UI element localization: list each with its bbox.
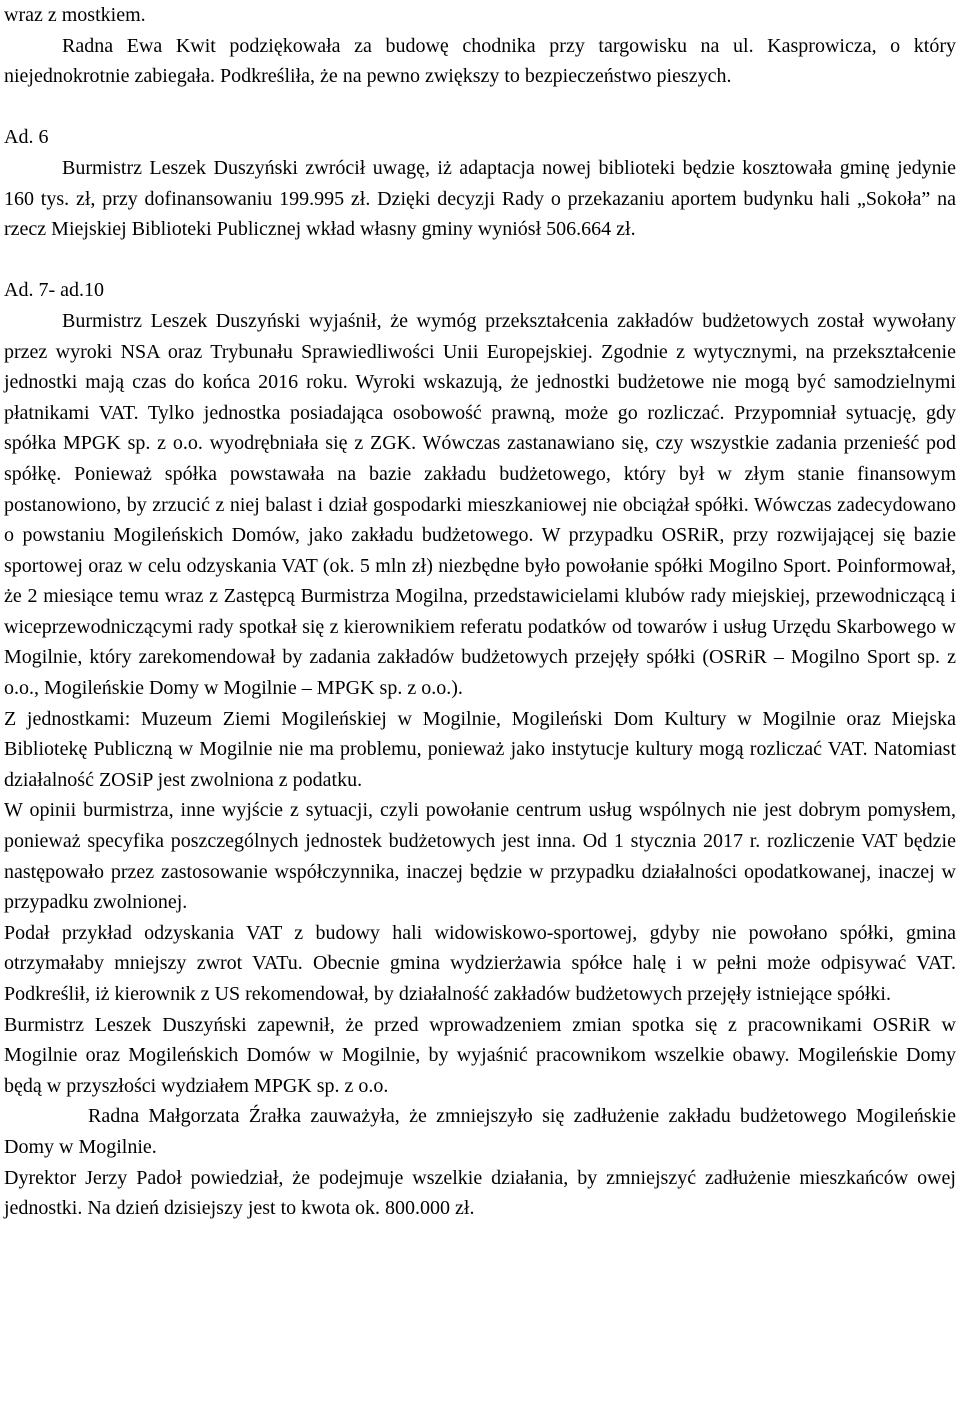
- spacer: [4, 92, 956, 123]
- paragraph-opinia-burmistrza: W opinii burmistrza, inne wyjście z sytuacji, czyli powołanie centrum usług wspólnych nie jest dobrym pomysłem, ponieważ specyfika poszczególnych jednostek budżetowych jest inna. Od 1 stycznia 2017 r. rozliczenie VAT będzie następowało przez zastosowanie współczynnika, inaczej będzie w przypadku działalności opodatkowanej, inaczej w przypadku zwolnionej.: [4, 799, 956, 914]
- paragraph-spotkanie-pracownicy: Burmistrz Leszek Duszyński zapewnił, że przed wprowadzeniem zmian spotka się z pracownikami OSRiR w Mogilnie oraz Mogileńskich Domów w Mogilnie, by wyjaśnić pracownikom wszelkie obawy. Mogileńskie Domy będą w przyszłości wydziałem MPGK sp. z o.o.: [4, 1013, 956, 1097]
- paragraph-biblioteka: Burmistrz Leszek Duszyński zwrócił uwagę, iż adaptacja nowej biblioteki będzie kosztowała gminę jedynie 160 tys. zł, przy dofinansowaniu 199.995 zł. Dzięki decyzji Rady o przekazaniu aportem budynku hali „Sokoła” na rzecz Miejskiej Biblioteki Publicznej wkład własny gminy wyniósł 506.664 zł.: [4, 156, 956, 241]
- paragraph-radna-zralka: Radna Małgorzata Źrałka zauważyła, że zmniejszyło się zadłużenie zakładu budżetowego Mogileńskie Domy w Mogilnie.: [4, 1105, 956, 1158]
- paragraph-dyrektor-padol: Dyrektor Jerzy Padoł powiedział, że podejmuje wszelkie działania, by zmniejszyć zadłużenie mieszkańców owej jednostki. Na dzień dzisiejszy jest to kwota ok. 800.000 zł.: [4, 1166, 956, 1220]
- spacer: [4, 245, 956, 276]
- paragraph-hala-sportowa: Podał przykład odzyskania VAT z budowy hali widowiskowo-sportowej, gdyby nie powołano spółki, gmina otrzymałaby mniejszy zwrot VATu. Obecnie gmina wydzierżawia spółce halę i w pełni może odpisywać VAT. Podkreślił, iż kierownik z US rekomendował, by działalność zakładów budżetowych przejęły istniejące spółki.: [4, 921, 956, 1005]
- paragraph-zaklady-budzetowe: Burmistrz Leszek Duszyński wyjaśnił, że wymóg przekształcenia zakładów budżetowych został wywołany przez wyroki NSA oraz Trybunału Sprawiedliwości Unii Europejskiej. Zgodnie z wytycznymi, na przekształcenie jednostki mają czas do końca 2016 roku. Wyroki wskazują, że jednostki budżetowe nie mogą być samodzielnymi płatnikami VAT. Tylko jednostka posiadająca osobowość prawną, może go rozliczać. Przypomniał sytuację, gdy spółka MPGK sp. z o.o. wyodrębniała się z ZGK. Wówczas zastanawiano się, czy wszystkie zadania przenieść pod spółkę. Ponieważ spółka powstawała na bazie zakładu budżetowego, który był w złym stanie finansowym postanowiono, by zrzucić z niej balast i dział gospodarki mieszkaniowej nie obciążał spółki. Wówczas zadecydowano o powstaniu Mogileńskich Domów, jako zakładu budżetowego. W przypadku OSRiR, przy rozwijającej się bazie sportowej oraz w celu odzyskania VAT (ok. 5 mln zł) niezbędne było powołanie spółki Mogilno Sport. Poinformował, że 2 miesiące temu wraz z Zastępcą Burmistrza Mogilna, przedstawicielami klubów rady miejskiej, przewodniczącą i wiceprzewodniczącymi rady spotkał się z kierownikiem referatu podatków od towarów i usług Urzędu Skarbowego w Mogilnie, który zarekomendował by zadania zakładów budżetowych przejęły spółki (OSRiR – Mogilno Sport sp. z o.o., Mogileńskie Domy w Mogilnie – MPGK sp. z o.o.).: [4, 309, 956, 700]
- paragraph-continuation: wraz z mostkiem.: [4, 4, 146, 26]
- heading-ad-6: Ad. 6: [4, 126, 49, 149]
- heading-ad-7-10: Ad. 7- ad.10: [4, 279, 104, 302]
- paragraph-instytucje-kultury: Z jednostkami: Muzeum Ziemi Mogileńskiej w Mogilnie, Mogileński Dom Kultury w Mogilnie oraz Miejska Bibliotekę Publiczną w Mogilnie nie ma problemu, ponieważ jako instytucje kultury mogą rozliczać VAT. Natomiast działalność ZOSiP jest zwolniona z podatku.: [4, 707, 956, 791]
- paragraph-radna-kwit: Radna Ewa Kwit podziękowała za budowę chodnika przy targowisku na ul. Kasprowicza, o który niejednokrotnie zabiegała. Podkreśliła, że na pewno zwiększy to bezpieczeństwo pieszych.: [4, 34, 956, 88]
